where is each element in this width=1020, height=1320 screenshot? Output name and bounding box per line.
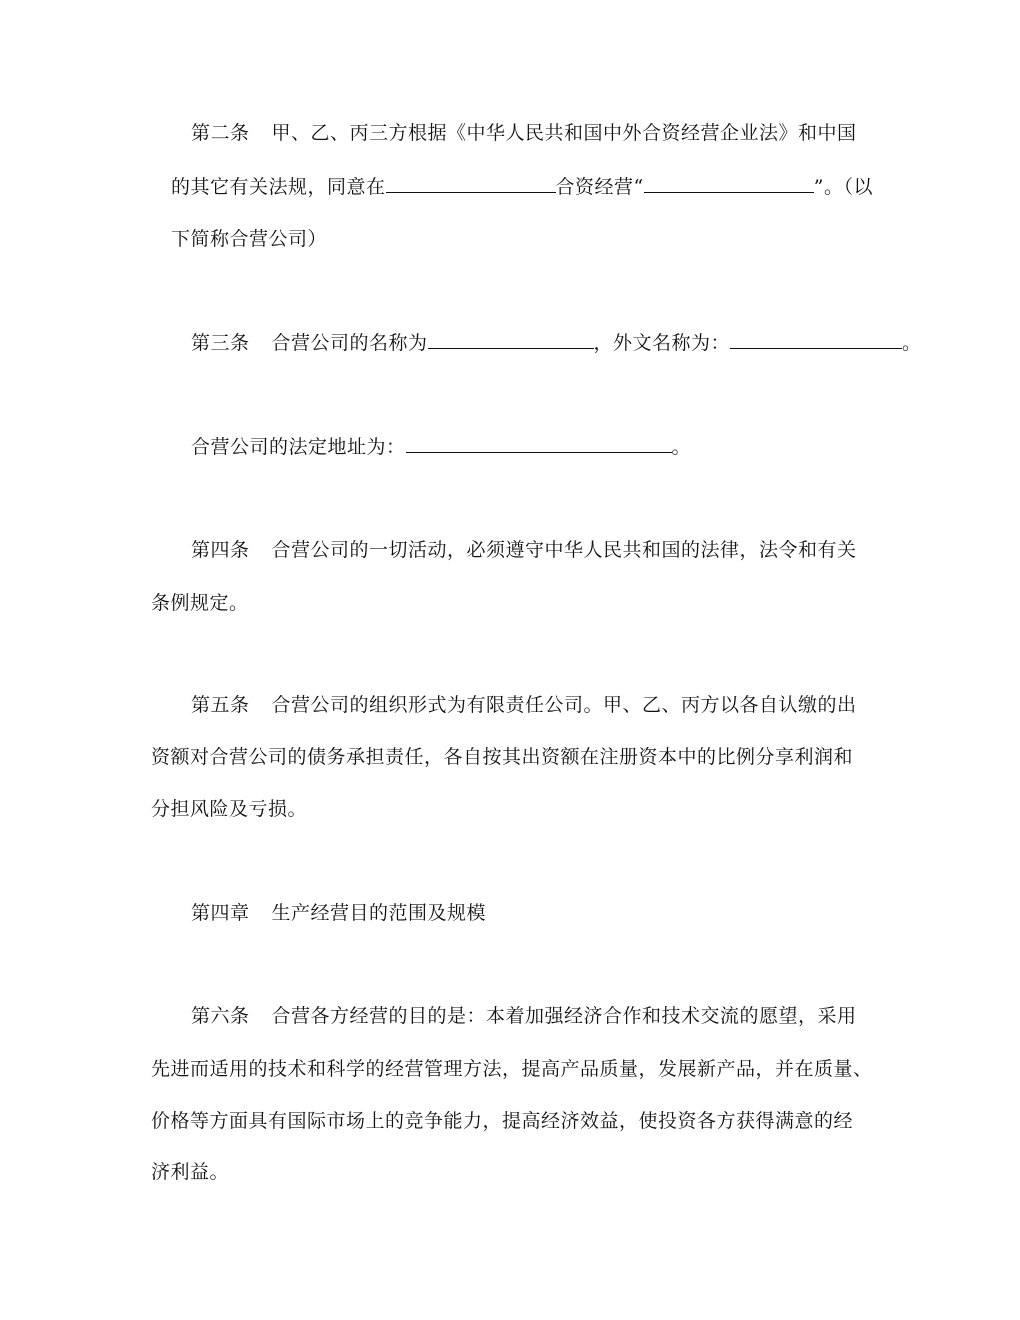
article-3-text-1a: 合营公司的名称为 xyxy=(271,332,428,354)
article-5-text-2: 资额对合营公司的债务承担责任，各自按其出资额在注册资本中的比例分享利润和 xyxy=(151,746,854,768)
article-2-heading: 第二条 xyxy=(191,122,250,144)
article-3-address-label: 合营公司的法定地址为： xyxy=(191,436,406,458)
chapter-4-title: 生产经营目的范围及规模 xyxy=(271,902,487,924)
article-2-text-2a: 的其它有关法规，同意在 xyxy=(171,176,386,198)
article-4-heading: 第四条 xyxy=(191,539,250,561)
article-6-text-4: 济利益。 xyxy=(151,1161,230,1183)
company-name-blank[interactable] xyxy=(644,174,814,193)
article-2-line-2 xyxy=(171,174,873,199)
article-5-text-1: 合营公司的组织形式为有限责任公司。甲、乙、丙方以各自认缴的出 xyxy=(271,694,857,716)
article-4-line-2 xyxy=(151,591,249,615)
article-3-address-end: 。 xyxy=(671,436,692,458)
article-3-heading: 第三条 xyxy=(191,332,250,354)
article-5-line-1 xyxy=(191,693,857,717)
company-name-cn-blank[interactable] xyxy=(428,330,594,349)
article-2-text-1: 甲、乙、丙三方根据《中华人民共和国中外合资经营企业法》和中国 xyxy=(271,122,857,144)
location-blank[interactable] xyxy=(386,174,556,193)
chapter-4-heading: 第四章 xyxy=(191,902,250,924)
article-3-text-1c: 。 xyxy=(902,332,922,354)
article-2-text-3: 下简称合营公司） xyxy=(171,228,328,250)
article-4-text-2: 条例规定。 xyxy=(151,592,249,614)
article-2-line-3 xyxy=(171,227,327,251)
article-6-text-2: 先进而适用的技术和科学的经营管理方法，提高产品质量，发展新产品，并在质量、 xyxy=(151,1058,873,1080)
article-2-line-1 xyxy=(191,121,857,145)
article-3-address-line xyxy=(191,434,691,459)
article-3-text-1b: ，外文名称为： xyxy=(593,332,731,354)
legal-address-blank[interactable] xyxy=(406,434,672,453)
article-5-text-3: 分担风险及亏损。 xyxy=(151,798,308,820)
article-2-text-2c: ”。（以 xyxy=(813,176,873,198)
article-5-line-3 xyxy=(151,797,307,821)
article-5-heading: 第五条 xyxy=(191,694,250,716)
article-4-text-1: 合营公司的一切活动，必须遵守中华人民共和国的法律，法令和有关 xyxy=(271,539,857,561)
article-6-line-3 xyxy=(151,1109,853,1133)
article-6-line-4 xyxy=(151,1160,229,1184)
article-6-line-2 xyxy=(151,1057,873,1081)
article-4-line-1 xyxy=(191,538,857,562)
article-6-line-1 xyxy=(191,1004,857,1028)
company-name-foreign-blank[interactable] xyxy=(730,330,902,349)
chapter-4-heading-line xyxy=(191,901,486,925)
article-2-text-2b: 合资经营“ xyxy=(555,176,644,198)
article-6-heading: 第六条 xyxy=(191,1005,250,1027)
article-6-text-1: 合营各方经营的目的是：本着加强经济合作和技术交流的愿望，采用 xyxy=(271,1005,857,1027)
article-3-line-1 xyxy=(191,330,922,355)
article-5-line-2 xyxy=(151,745,853,769)
article-6-text-3: 价格等方面具有国际市场上的竞争能力，提高经济效益，使投资各方获得满意的经 xyxy=(151,1110,854,1132)
